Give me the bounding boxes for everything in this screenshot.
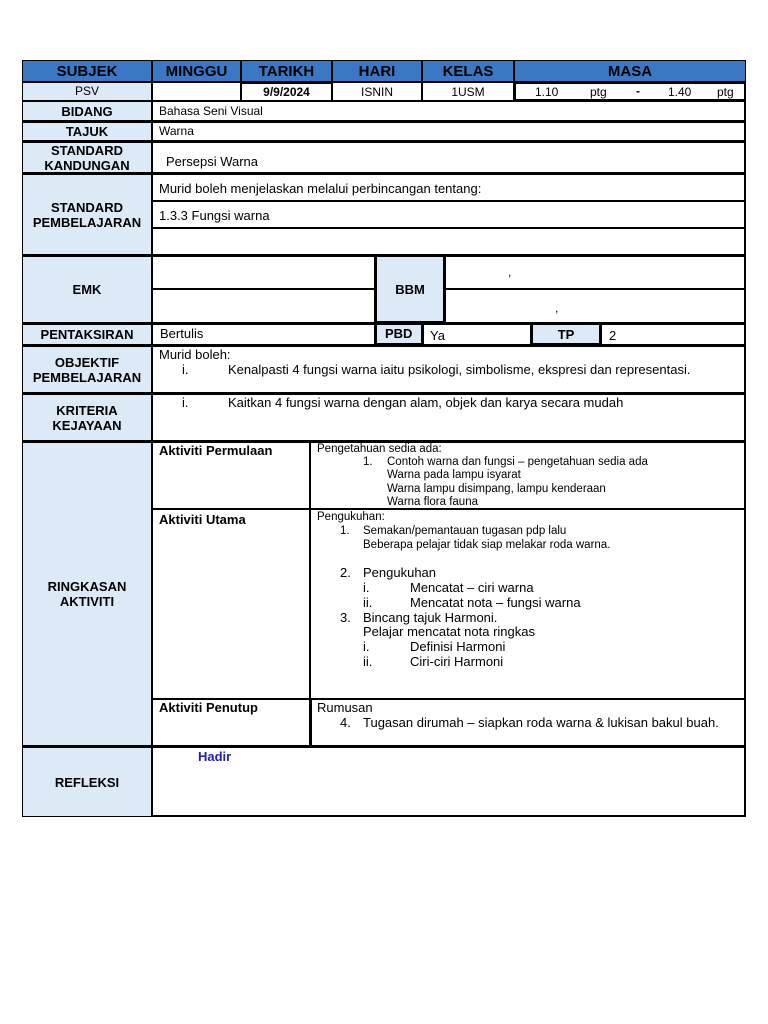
standard-kandungan-text: Persepsi Warna bbox=[166, 154, 258, 169]
header-masa: MASA bbox=[514, 60, 746, 82]
penutup-intro: Rumusan bbox=[317, 700, 373, 715]
emk-label: EMK bbox=[22, 255, 152, 323]
aktiviti-utama-title-cell bbox=[152, 509, 310, 699]
bidang-label: BIDANG bbox=[22, 101, 152, 121]
permulaan-line-4: Warna flora fauna bbox=[387, 496, 478, 508]
aktiviti-utama-title: Aktiviti Utama bbox=[159, 512, 246, 527]
utama-sub-2-2: Mencatat nota – fungsi warna bbox=[410, 595, 581, 610]
objektif-num: i. bbox=[182, 362, 189, 377]
standard-kandungan-label-1: STANDARD bbox=[51, 142, 123, 158]
sp-line-2-text: 1.3.3 Fungsi warna bbox=[159, 208, 270, 223]
aktiviti-permulaan-title-cell bbox=[152, 441, 310, 509]
ringkasan-label-2: AKTIVITI bbox=[59, 594, 115, 609]
emk-value-2 bbox=[152, 289, 375, 323]
utama-item-2: Pengukuhan bbox=[363, 565, 437, 580]
standard-kandungan-label bbox=[22, 141, 152, 173]
refleksi-hadir: Hadir bbox=[198, 749, 232, 764]
utama-item-3b: Pelajar mencatat nota ringkas bbox=[363, 624, 535, 639]
permulaan-intro: Pengetahuan sedia ada: bbox=[317, 443, 442, 455]
permulaan-line-2: Warna pada lampu isyarat bbox=[387, 469, 521, 481]
ringkasan-label bbox=[22, 441, 152, 746]
aktiviti-penutup-content bbox=[310, 699, 746, 746]
utama-roman-1: i. bbox=[363, 580, 370, 595]
pbd-value-text: Ya bbox=[430, 328, 445, 343]
masa-start: 1.10 bbox=[535, 85, 559, 99]
objektif-value bbox=[152, 345, 746, 393]
aktiviti-penutup-title-cell bbox=[152, 699, 310, 746]
penutup-num: 4. bbox=[340, 715, 351, 730]
pbd-label-text: PBD bbox=[385, 326, 413, 341]
utama-sub-3-1: Definisi Harmoni bbox=[410, 639, 506, 654]
masa-value bbox=[514, 82, 746, 101]
subjek-value: PSV bbox=[22, 82, 152, 101]
minggu-value bbox=[152, 82, 241, 101]
standard-pembelajaran-line-2 bbox=[152, 201, 746, 228]
tajuk-label: TAJUK bbox=[22, 121, 152, 141]
bbm-value-1 bbox=[445, 255, 746, 289]
header-kelas: KELAS bbox=[422, 60, 514, 82]
emk-value-1 bbox=[152, 255, 375, 289]
bbm-text-2: , bbox=[555, 301, 559, 315]
refleksi-value bbox=[152, 746, 746, 817]
header-hari: HARI bbox=[332, 60, 422, 82]
utama-roman-2: ii. bbox=[363, 595, 373, 610]
utama-num-1: 1. bbox=[340, 525, 350, 537]
kriteria-value bbox=[152, 393, 746, 441]
masa-end: 1.40 bbox=[668, 85, 692, 99]
header-tarikh: TARIKH bbox=[241, 60, 332, 82]
tp-label: TP bbox=[531, 323, 601, 345]
pbd-label bbox=[375, 323, 423, 345]
utama-intro: Pengukuhan: bbox=[317, 511, 385, 523]
permulaan-line-1: Contoh warna dan fungsi – pengetahuan sedia ada bbox=[387, 456, 648, 468]
utama-sub-3-2: Ciri-ciri Harmoni bbox=[410, 654, 504, 669]
hari-value: ISNIN bbox=[332, 82, 422, 101]
pentaksiran-value bbox=[152, 323, 375, 345]
kriteria-label-2: KEJAYAAN bbox=[52, 417, 122, 433]
utama-num-2: 2. bbox=[340, 565, 351, 580]
ringkasan-label-1: RINGKASAN bbox=[47, 579, 127, 594]
header-minggu: MINGGU bbox=[152, 60, 241, 82]
kriteria-label-1: KRITERIA bbox=[56, 402, 118, 418]
aktiviti-permulaan-content bbox=[310, 441, 746, 509]
kriteria-item: Kaitkan 4 fungsi warna dengan alam, objek dan karya secara mudah bbox=[228, 395, 624, 410]
tp-value bbox=[601, 323, 746, 345]
objektif-intro: Murid boleh: bbox=[159, 347, 231, 362]
standard-pembelajaran-line-1 bbox=[152, 173, 746, 201]
utama-num-3: 3. bbox=[340, 610, 351, 625]
objektif-item: Kenalpasti 4 fungsi warna iaitu psikologi, simbolisme, ekspresi dan representasi. bbox=[228, 362, 691, 377]
permulaan-num: 1. bbox=[363, 456, 373, 468]
tajuk-value bbox=[152, 121, 746, 141]
utama-roman-4: ii. bbox=[363, 654, 373, 669]
aktiviti-permulaan-title: Aktiviti Permulaan bbox=[159, 443, 273, 458]
kriteria-label bbox=[22, 393, 152, 441]
bbm-text-1: , bbox=[508, 265, 512, 279]
permulaan-line-3: Warna lampu disimpang, lampu kenderaan bbox=[387, 483, 606, 495]
tarikh-value: 9/9/2024 bbox=[241, 82, 332, 101]
objektif-label-1: OBJEKTIF bbox=[54, 354, 120, 370]
objektif-label-2: PEMBELAJARAN bbox=[32, 369, 142, 385]
pbd-value bbox=[423, 323, 531, 345]
masa-ptg-1: ptg bbox=[590, 85, 607, 99]
utama-item-3: Bincang tajuk Harmoni. bbox=[363, 610, 498, 625]
tp-value-text: 2 bbox=[609, 328, 617, 343]
aktiviti-utama-content bbox=[310, 509, 746, 699]
utama-sub-2-1: Mencatat – ciri warna bbox=[410, 580, 534, 595]
penutup-item: Tugasan dirumah – siapkan roda warna & lukisan bakul buah. bbox=[363, 715, 719, 730]
pentaksiran-text: Bertulis bbox=[160, 326, 204, 341]
sp-line-1-text: Murid boleh menjelaskan melalui perbincangan tentang: bbox=[159, 181, 482, 196]
pentaksiran-label: PENTAKSIRAN bbox=[22, 323, 152, 345]
tajuk-text: Warna bbox=[159, 124, 194, 138]
header-subjek: SUBJEK bbox=[22, 60, 152, 82]
utama-roman-3: i. bbox=[363, 639, 370, 654]
bidang-text: Bahasa Seni Visual bbox=[159, 104, 263, 118]
standard-pembelajaran-label-2: PEMBELAJARAN bbox=[32, 214, 142, 230]
aktiviti-penutup-title: Aktiviti Penutup bbox=[159, 700, 258, 715]
utama-item-1b: Beberapa pelajar tidak siap melakar roda warna. bbox=[363, 539, 611, 551]
standard-pembelajaran-label bbox=[22, 173, 152, 255]
masa-ptg-2: ptg bbox=[717, 85, 734, 99]
bidang-value bbox=[152, 101, 746, 121]
standard-kandungan-label-2: KANDUNGAN bbox=[44, 157, 130, 173]
refleksi-label: REFLEKSI bbox=[22, 746, 152, 817]
utama-item-1a: Semakan/pemantauan tugasan pdp lalu bbox=[363, 525, 567, 537]
kelas-value: 1USM bbox=[422, 82, 514, 101]
masa-dash: - bbox=[636, 84, 640, 98]
kriteria-num: i. bbox=[182, 395, 189, 410]
bbm-label: BBM bbox=[375, 255, 445, 323]
standard-pembelajaran-line-3 bbox=[152, 228, 746, 255]
objektif-label bbox=[22, 345, 152, 393]
bbm-value-2 bbox=[445, 289, 746, 323]
standard-pembelajaran-label-1: STANDARD bbox=[51, 199, 123, 215]
standard-kandungan-value bbox=[152, 141, 746, 173]
